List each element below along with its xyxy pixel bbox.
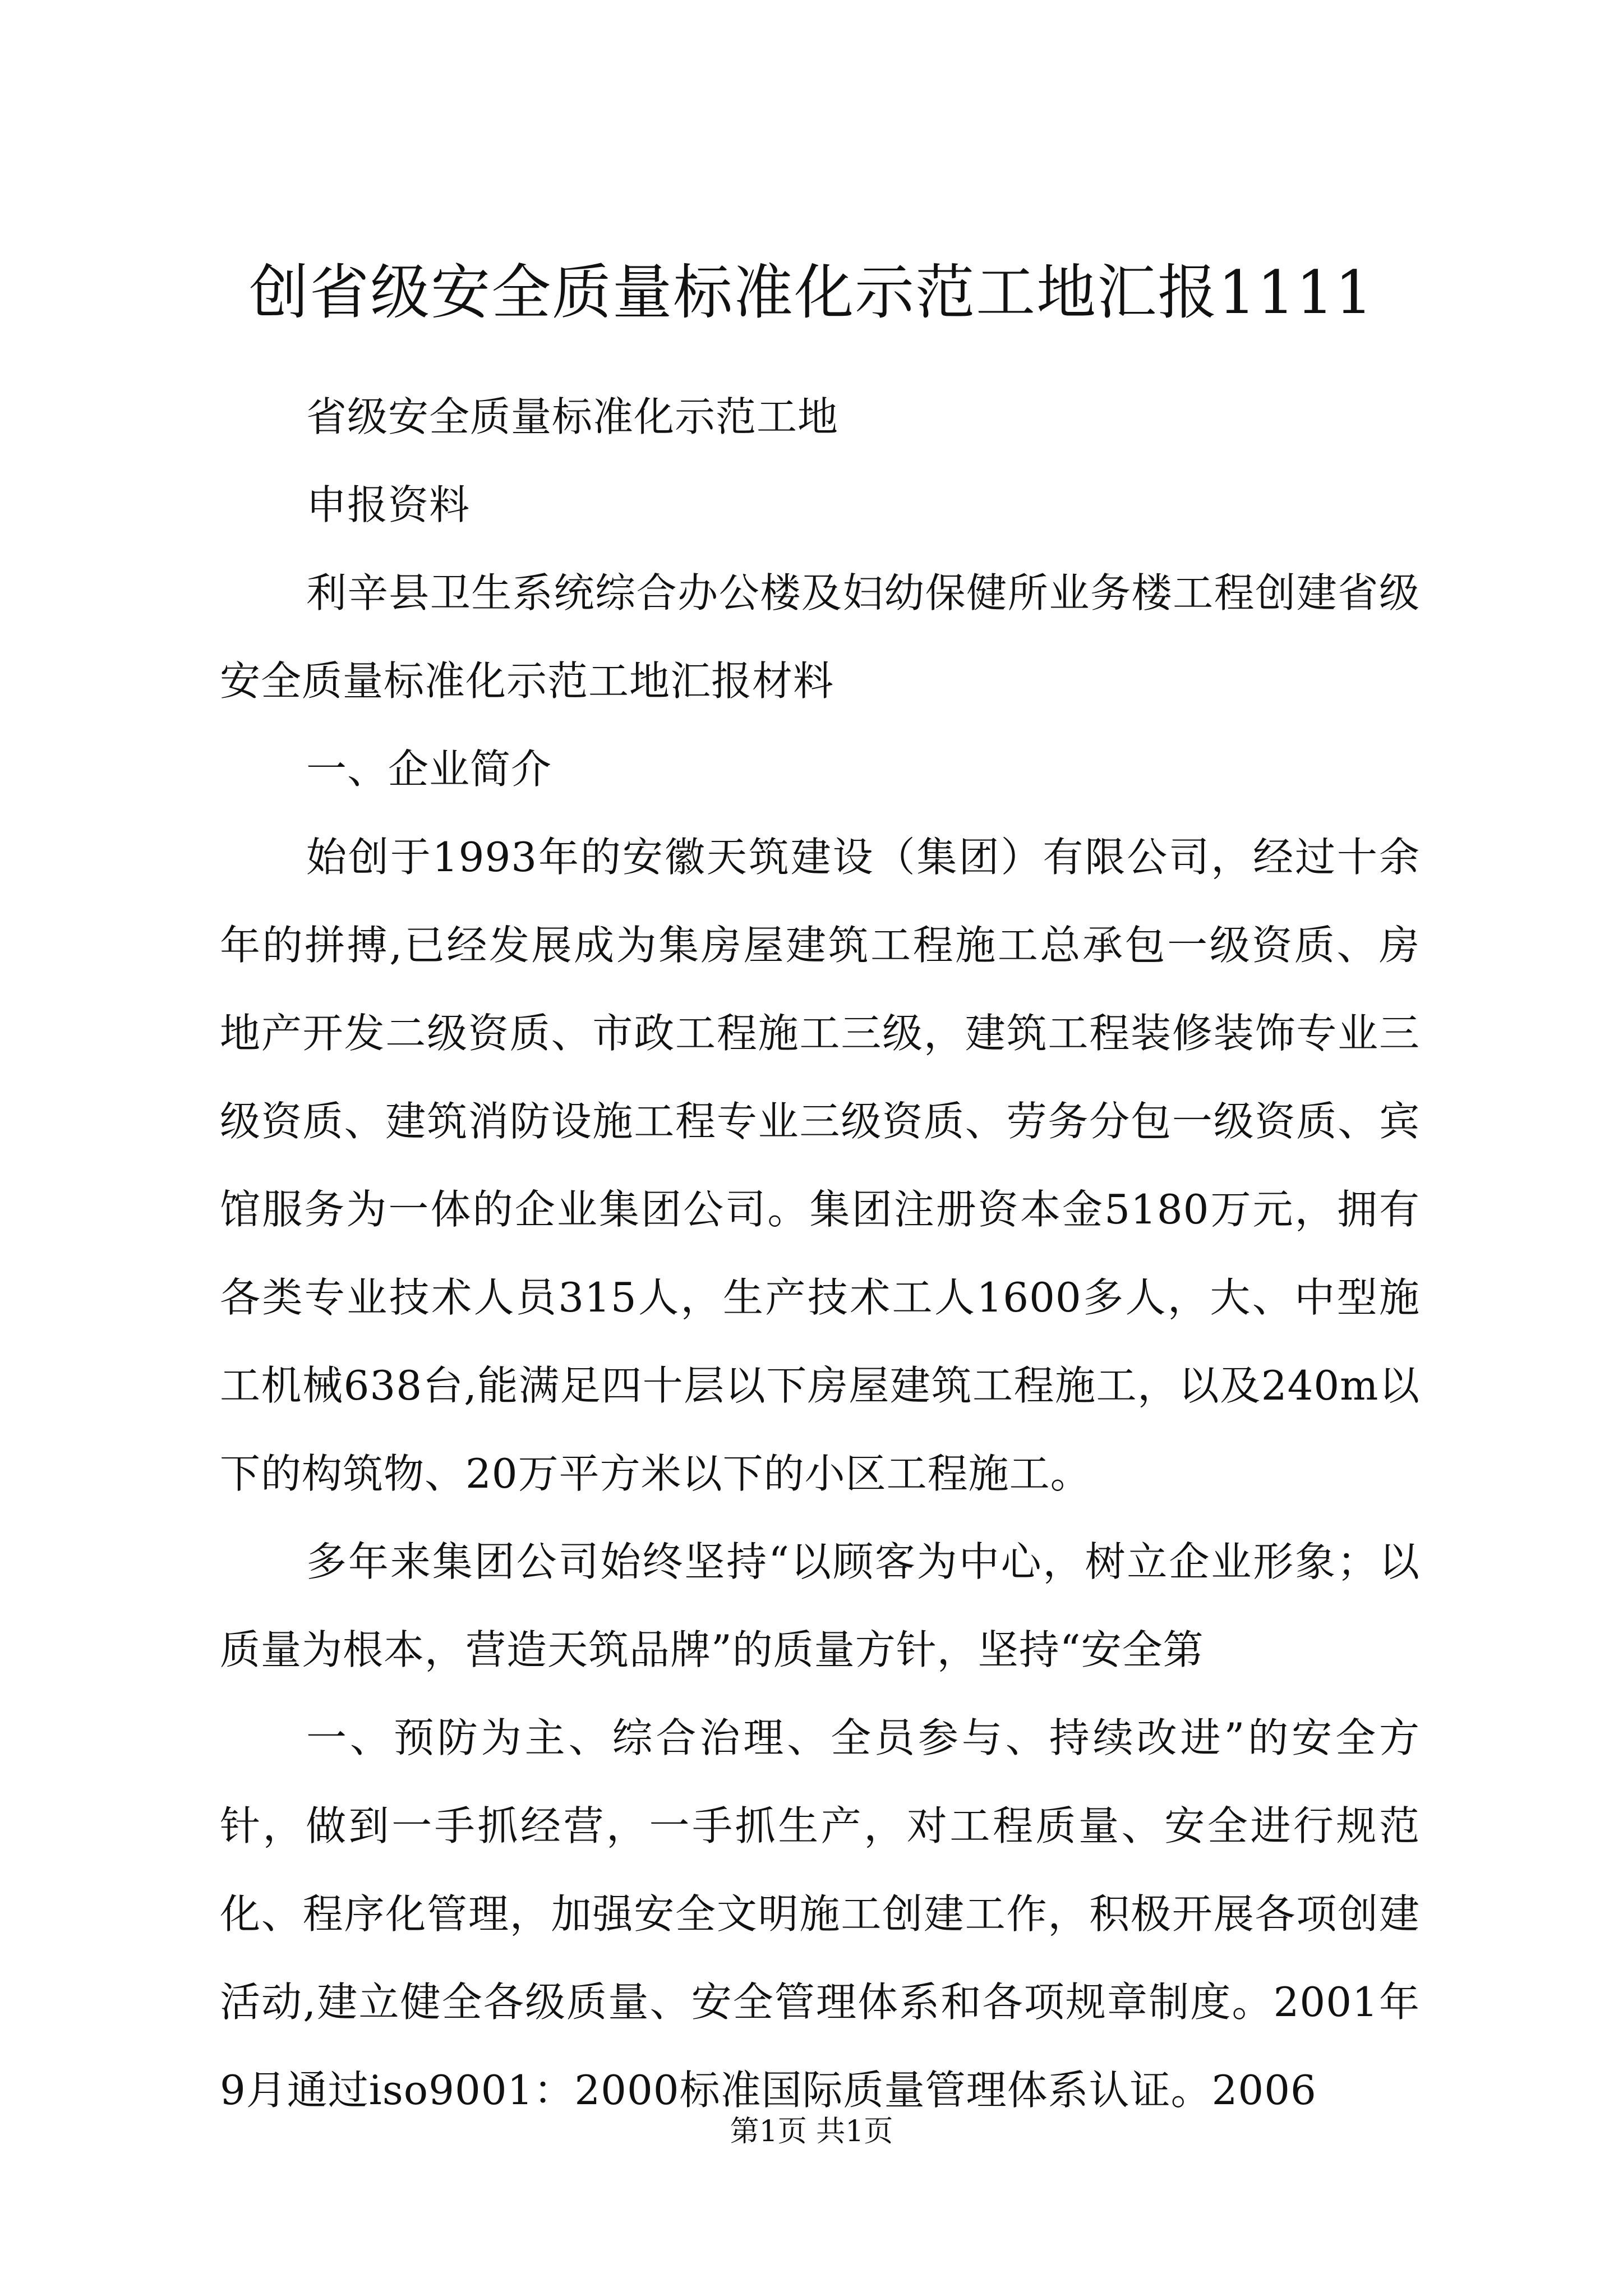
paragraph-subtitle: 省级安全质量标准化示范工地 — [306, 393, 839, 440]
paragraph-company-intro: 始创于1993年的安徽天筑建设（集团）有限公司，经过十余年的拼搏,已经发展成为集房屋建筑工程施工总承包一级资质、房地产开发二级资质、市政工程施工三级，建筑工程装修装饰专业三级资质、建筑消防设施工程专业三级资质、劳务分包一级资质、宾馆服务为一体的企业集团公司。集团注册资本金5180万元，拥有各类专业技术人员315人，生产技术工人1600多人，大、中型施工机械638台,能满足四十层以下房屋建筑工程施工，以及240m以下的构筑物、20万平方米以下的小区工程施工。 — [220, 834, 1420, 1497]
paragraph-project-name: 利辛县卫生系统综合办公楼及妇幼保健所业务楼工程创建省级安全质量标准化示范工地汇报材料 — [220, 569, 1420, 705]
paragraph-declaration: 申报资料 — [306, 481, 471, 528]
paragraph-quality-policy: 多年来集团公司始终坚持“以顾客为中心，树立企业形象；以质量为根本，营造天筑品牌”的质量方针，坚持“安全第 — [220, 1538, 1420, 1673]
document-body — [220, 373, 1420, 2134]
paragraph-safety-policy: 一、预防为主、综合治理、全员参与、持续改进”的安全方针，做到一手抓经营，一手抓生产，对工程质量、安全进行规范化、程序化管理，加强安全文明施工创建工作，积极开展各项创建活动,建立健全各级质量、安全管理体系和各项规章制度。2001年9月通过iso9001：2000标准国际质量管理体系认证。2006 — [220, 1714, 1420, 2114]
page-footer: 第1页 共1页 — [730, 2115, 893, 2148]
document-title: 创省级安全质量标准化示范工地汇报1111 — [249, 258, 1374, 327]
section-heading-company-intro: 一、企业简介 — [306, 746, 552, 793]
